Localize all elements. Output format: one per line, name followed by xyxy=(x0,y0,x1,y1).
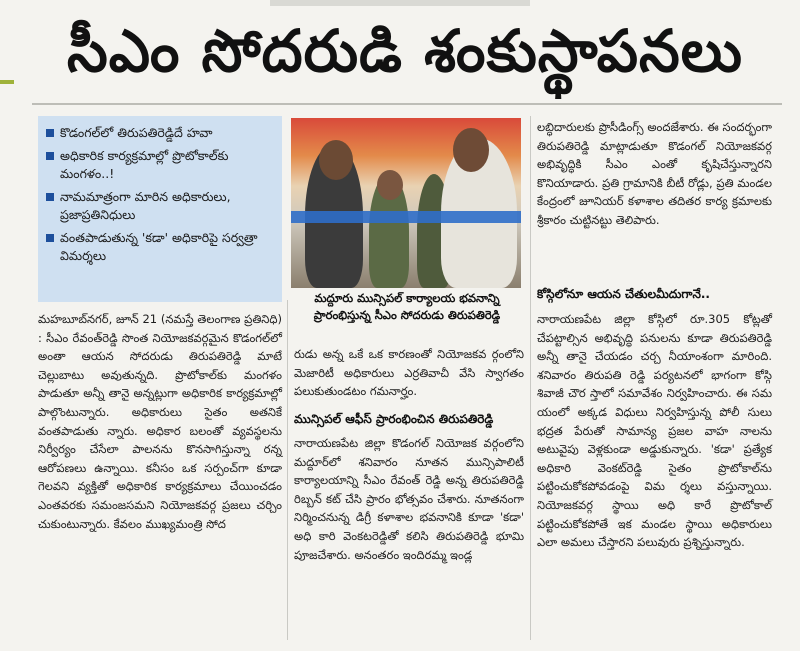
highlight-item xyxy=(44,147,274,183)
page-edge xyxy=(0,0,14,651)
photo-face xyxy=(377,170,403,200)
article-column-1 xyxy=(38,310,282,533)
highlight-item xyxy=(44,229,274,265)
edge-mark xyxy=(0,80,14,84)
top-border xyxy=(270,0,530,6)
column-divider xyxy=(530,116,531,640)
highlight-item xyxy=(44,188,274,224)
highlight-text: కొడంగల్‌లో తిరుపతిరెడ్డిదే హవా xyxy=(60,125,213,140)
article-paragraph: నారాయణపేట జిల్లా కొడంగల్ నియోజక వర్గంలోని మద్దూర్‌లో శనివారం నూతన మున్సిపాలిటీ కార్యాలయాన్ని సీఎం రేవంత్ రెడ్డి అన్న తిరుపతిరెడ్డి రిబ్బన్ కట్ చేసి ప్రారం భోత్సవం చేశారు. నూతనంగా నిర్మించనున్న డిగ్రీ కళాశాల భవనానికి కూడా 'కడా' అధి కారి వెంకటరెడ్డితో కలిసి తిరుపతిరెడ్డి భూమి పూజచేశారు. అనంతరం ఇందిరమ్మ ఇండ్ల xyxy=(294,436,524,562)
bullet-square-icon xyxy=(46,152,54,160)
article-paragraph: నారాయణపేట జిల్లా కోస్గిలో రూ.305 కోట్లతో చేపట్టాల్సిన అభివృద్ధి పనులను కూడా తిరుపతిరెడ్డి అన్నీ తానై చేయడం చర్చ నీయాంశంగా మారింది. శనివారం తిరుపతి రెడ్డి పర్యటనలో భాగంగా కోస్గి శివాజీ చౌర స్తాలో సమావేశం నిర్వహించారు. ఈ సమ యంలో అక్కడ విధులు నిర్వహిస్తున్న పోలీ సులు భద్రత పేరుతో సామాన్య ప్రజల వాహ నాలను అటువైపు వెళ్లకుండా అడ్డుకున్నారు. 'కడా' ప్రత్యేక అధికారి వెంకట్‌రెడ్డి సైతం ప్రొటోకాల్‌ను పట్టించుకోకపోవడంపై విమ ర్శలు వస్తున్నాయి. నియోజకవర్గ స్థాయి అధి కారే ప్రొటోకాల్ పట్టించుకోకపోతే ఇక మండల స్థాయి అధికారులు ఎలా అమలు చేస్తారని పలువురు ప్రశ్నిస్తున్నారు. xyxy=(537,312,772,550)
article-paragraph: లబ్ధిదారులకు ప్రొసీడింగ్స్ అందజేశారు. ఈ సందర్భంగా తిరుపతిరెడ్డి మాట్లాడుతూ కొడంగల్ నియోజకవర్గ అభివృద్ధికి సీఎం ఎంతో కృషిచేస్తున్నారని కొనియాడారు. ప్రతి గ్రామానికి బీటీ రోడ్లు, ప్రతి మండల కేంద్రంలో జూనియర్ కళాశాల తదితర కార్య క్రమాలకు శ్రీకారం చుట్టినట్టు తెలిపారు. xyxy=(537,120,772,227)
highlights-box xyxy=(38,116,282,302)
bullet-square-icon xyxy=(46,193,54,201)
bullet-square-icon xyxy=(46,234,54,242)
subheading-kosgi: కోస్గిలోనూ ఆయన చేతులమీదుగానే.. xyxy=(537,287,710,301)
ribbon xyxy=(291,211,521,223)
headline: సీఎం సోదరుడి శంకుస్థాపనలు xyxy=(67,16,743,85)
photo-face xyxy=(319,140,353,180)
photo-caption: మద్దూరు మున్సిపల్ కార్యాలయ భవనాన్ని ప్రారంభిస్తున్న సీఎం సోదరుడు తిరుపతిరెడ్డి xyxy=(313,291,501,322)
highlight-text: నామమాత్రంగా మారిన అధికారులు, ప్రజాప్రతినిధులు xyxy=(60,189,231,222)
subheading-municipal-office: మున్సిపల్ ఆఫీస్ ప్రారంభించిన తిరుపతిరెడ్డి xyxy=(294,412,494,426)
article-column-2 xyxy=(294,345,524,401)
column-divider xyxy=(287,300,288,640)
article-column-2b xyxy=(294,434,524,564)
article-column-3b xyxy=(537,310,772,552)
highlight-text: వంతపాడుతున్న 'కడా' అధికారిపై సర్వత్రా విమర్శలు xyxy=(60,230,258,263)
article-paragraph: మహబూబ్‌నగర్, జూన్ 21 (నమస్తే తెలంగాణ ప్రతినిధి) : సీఎం రేవంత్‌రెడ్డి సొంత నియోజకవర్గమైన కొడంగల్‌లో అంతా ఆయన సోదరుడు తిరుపతిరెడ్డి మాటే చెల్లుబాటు అవుతున్నది. ప్రొటోకాల్‌కు మంగళం పాడుతూ అన్నీ తానై అన్నట్లుగా అధికారిక కార్యక్రమాల్లో పాల్గొంటున్నారు. అధికారులు సైతం అతనికే వంతపాడుతు న్నారు. అధికార బలంతో వ్యవస్థలను నిర్వీర్యం చేసేలా పాలనను కొనసాగిస్తున్నా రన్న ఆరోపణలు ఉన్నాయి. కనీసం ఒక సర్పంచ్‌గా కూడా గెలవని వ్యక్తితో అధికారిక కార్యక్రమాలు చేయించడం ఎంతవరకు సమంజసమని నియోజకవర్గ ప్రజలు చర్చిం చుకుంటున్నారు. కేవలం ముఖ్యమంత్రి సోద xyxy=(38,312,282,531)
article-paragraph: రుడు అన్న ఒకే ఒక కారణంతో నియోజకవ ర్గంలోని మెజారిటీ అధికారులు ఎర్రతివాచీ వేసి స్వాగతం పలుకుతుండటం గమనార్హం. xyxy=(294,347,524,399)
photo-face xyxy=(453,128,489,172)
bullet-square-icon xyxy=(46,129,54,137)
highlight-item xyxy=(44,124,274,142)
headline-rule xyxy=(32,103,782,105)
article-column-3 xyxy=(537,118,772,230)
news-photo xyxy=(291,118,521,288)
highlight-text: అధికారిక కార్యక్రమాల్లో ప్రొటోకాల్‌కు మంగళం..! xyxy=(60,148,229,181)
